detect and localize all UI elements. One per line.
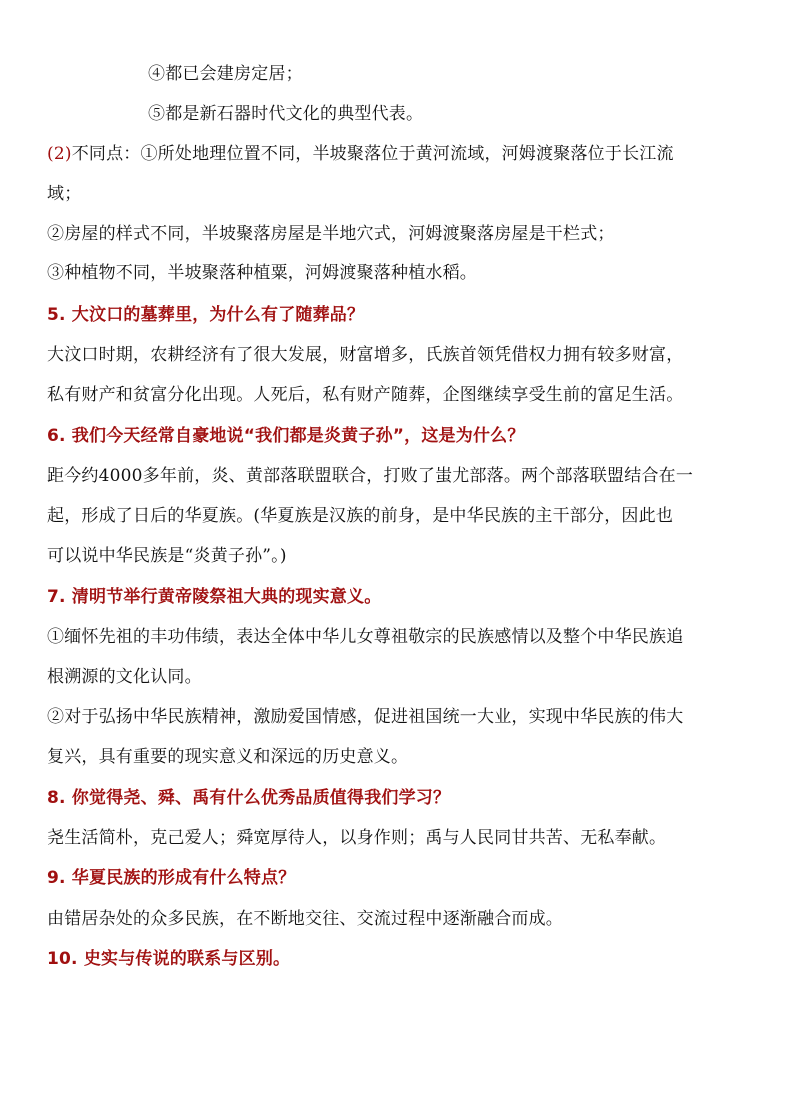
answer-6-line-1: 距今约4000多年前，炎、黄部落联盟联合，打败了蚩尤部落。两个部落联盟结合在一 (47, 466, 694, 486)
question-6: 6. 我们今天经常自豪地说“我们都是炎黄子孙”，这是为什么？ (47, 426, 525, 446)
differences-line-1 (47, 142, 674, 166)
differences-label: (2) (47, 144, 72, 164)
question-10: 10. 史实与传说的联系与区别。 (47, 949, 291, 969)
answer-7-line-1: ①缅怀先祖的丰功伟绩，表达全体中华儿女尊祖敬宗的民族感情以及整个中华民族追 (47, 627, 684, 647)
answer-5-line-1: 大汶口时期，农耕经济有了很大发展，财富增多，氏族首领凭借权力拥有较多财富， (47, 345, 684, 365)
question-9: 9. 华夏民族的形成有什么特点？ (47, 868, 296, 888)
item-5: ⑤都是新石器时代文化的典型代表。 (148, 104, 424, 124)
question-8: 8. 你觉得尧、舜、禹有什么优秀品质值得我们学习？ (47, 788, 451, 808)
differences-line-3: ②房屋的样式不同，半坡聚落房屋是半地穴式，河姆渡聚落房屋是干栏式； (47, 224, 615, 244)
answer-6-line-2: 起，形成了日后的华夏族。(华夏族是汉族的前身，是中华民族的主干部分，因此也 (47, 506, 674, 526)
differences-line-4: ③种植物不同，半坡聚落种植粟，河姆渡聚落种植水稻。 (47, 263, 477, 283)
answer-7-line-4: 复兴，具有重要的现实意义和深远的历史意义。 (47, 747, 409, 767)
answer-5-line-2: 私有财产和贫富分化出现。人死后，私有财产随葬，企图继续享受生前的富足生活。 (47, 385, 684, 405)
answer-7-line-2: 根溯源的文化认同。 (47, 667, 202, 687)
differences-text: 不同点：①所处地理位置不同，半坡聚落位于黄河流域，河姆渡聚落位于长江流 (71, 144, 674, 164)
answer-6-line-3: 可以说中华民族是“炎黄子孙”。) (47, 546, 287, 566)
question-5: 5. 大汶口的墓葬里，为什么有了随葬品？ (47, 305, 365, 325)
answer-9-line-1: 由错居杂处的众多民族，在不断地交往、交流过程中逐渐融合而成。 (47, 909, 563, 929)
question-7: 7. 清明节举行黄帝陵祭祖大典的现实意义。 (47, 587, 382, 607)
differences-line-2: 域； (47, 184, 82, 204)
answer-7-line-3: ②对于弘扬中华民族精神，激励爱国情感，促进祖国统一大业，实现中华民族的伟大 (47, 707, 684, 727)
item-4: ④都已会建房定居； (148, 64, 303, 84)
answer-8-line-1: 尧生活简朴，克己爱人；舜宽厚待人，以身作则；禹与人民同甘共苦、无私奉献。 (47, 828, 667, 848)
